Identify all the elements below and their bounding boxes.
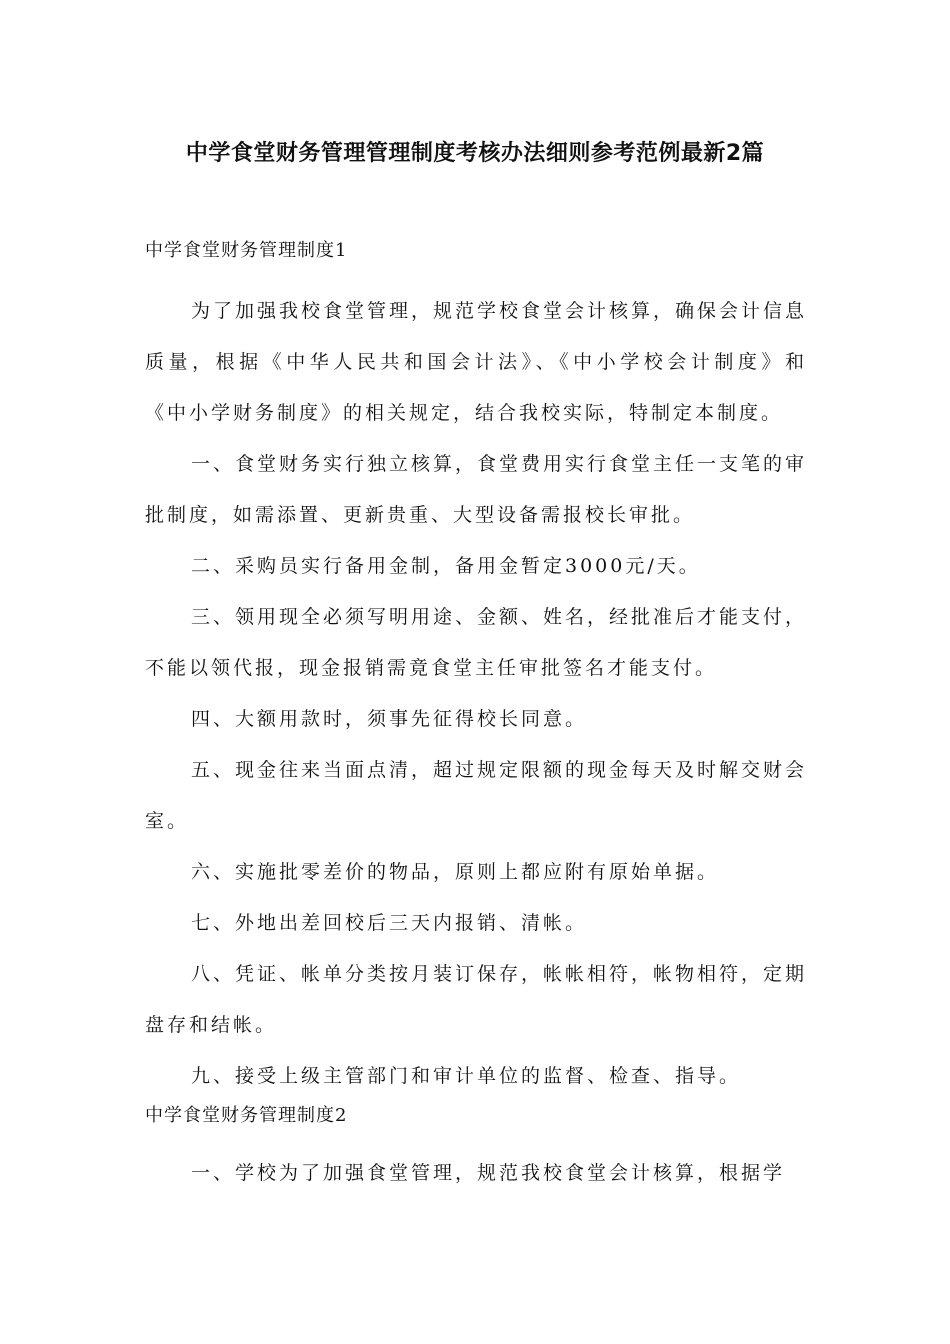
section-heading-2: 中学食堂财务管理制度2: [145, 1105, 348, 1126]
paragraph: 二、采购员实行备用金制，备用金暂定3000元/天。: [191, 555, 701, 577]
document-title: 中学食堂财务管理管理制度考核办法细则参考范例最新2篇: [185, 141, 765, 166]
paragraph: 八、凭证、帐单分类按月装订保存，帐帐相符，帐物相符，定期盘存和结帐。: [145, 963, 808, 1036]
document-body: [145, 237, 807, 1199]
paragraph: 三、领用现全必须写明用途、金额、姓名，经批准后才能支付，不能以领代报，现金报销需竟食堂主任审批签名才能支付。: [145, 606, 808, 679]
paragraph: 六、实施批零差价的物品，原则上都应附有原始单据。: [191, 861, 720, 883]
paragraph: 五、现金往来当面点清，超过规定限额的现金每天及时解交财会室。: [145, 759, 808, 832]
paragraph: 九、接受上级主管部门和审计单位的监督、检查、指导。: [191, 1065, 742, 1087]
paragraph: 七、外地出差回校后三天内报销、清帐。: [191, 912, 588, 934]
paragraph: 为了加强我校食堂管理，规范学校食堂会计核算，确保会计信息质量，根据《中华人民共和国会计法》、《中小学校会计制度》和《中小学财务制度》的相关规定，结合我校实际，特制定本制度。: [145, 300, 808, 424]
paragraph: 一、食堂财务实行独立核算，食堂费用实行食堂主任一支笔的审批制度，如需添置、更新贵重、大型设备需报校长审批。: [145, 453, 808, 526]
section-heading-1: 中学食堂财务管理制度1: [145, 240, 348, 261]
paragraph: 一、学校为了加强食堂管理，规范我校食堂会计核算，根据学: [191, 1162, 786, 1184]
paragraph: 四、大额用款时，须事先征得校长同意。: [191, 708, 588, 730]
